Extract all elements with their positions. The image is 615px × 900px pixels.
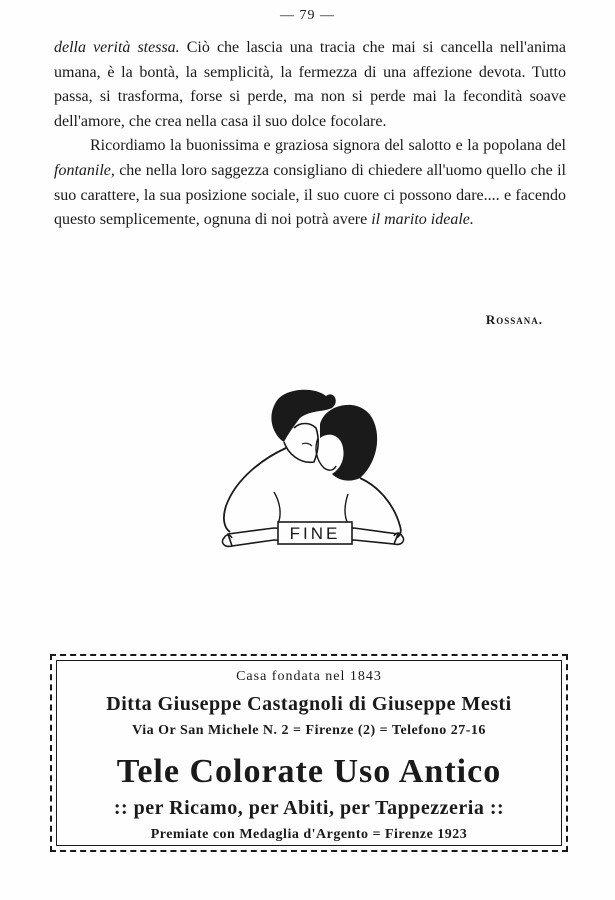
ad-founded-line: Casa fondata nel 1843 <box>236 669 382 684</box>
text-span: che nella loro saggezza consigliano di chiedere all'uomo quello che il suo carattere, la sua posizione sociale, il suo cuore ci possono dare.... e facendo questo semplicemente, ognuna di noi potrà avere <box>54 161 566 229</box>
couple-drawing <box>214 382 409 582</box>
text-span: il marito ideale. <box>371 211 474 229</box>
advertisement-box <box>50 654 568 852</box>
ad-address-line: Via Or San Michele N. 2 = Firenze (2) = Telefono 27-16 <box>132 723 486 738</box>
banner-label: FINE <box>289 524 341 543</box>
arm-outline <box>274 492 280 524</box>
body-outline-left <box>224 448 286 532</box>
text-span: Ricordiamo la buonissima e graziosa signora del salotto e la popolana del <box>90 137 566 155</box>
article-body <box>54 36 566 233</box>
text-span: Ciò che lascia una tracia che mai si cancella nell'anima umana, è la bontà, la semplicità, la fermezza di una affezione devota. Tutto passa, si trasforma, forse si perde, ma non si perde mai la fecondità soave dell'amore, che crea nella casa il suo dolce focolare. <box>54 39 566 130</box>
ad-company-name: Ditta Giuseppe Castagnoli di Giuseppe Mesti <box>106 693 512 715</box>
text-span: fontanile, <box>54 161 115 179</box>
text-span: della verità stessa. <box>54 39 180 56</box>
ad-headline: Tele Colorate Uso Antico <box>116 753 502 790</box>
author-signature: Rossana. <box>485 312 543 327</box>
ad-uses-line: :: per Ricamo, per Abiti, per Tappezzeria :: <box>113 797 505 819</box>
paragraph-1 <box>54 36 566 134</box>
advertisement-inner-border <box>56 660 562 846</box>
ad-award-line: Premiate con Medaglia d'Argento = Firenze 1923 <box>150 827 468 842</box>
paragraph-2 <box>54 134 566 232</box>
page-number: — 79 — <box>280 8 335 23</box>
woman-hair <box>320 405 377 481</box>
embracing-couple-illustration <box>214 382 409 582</box>
